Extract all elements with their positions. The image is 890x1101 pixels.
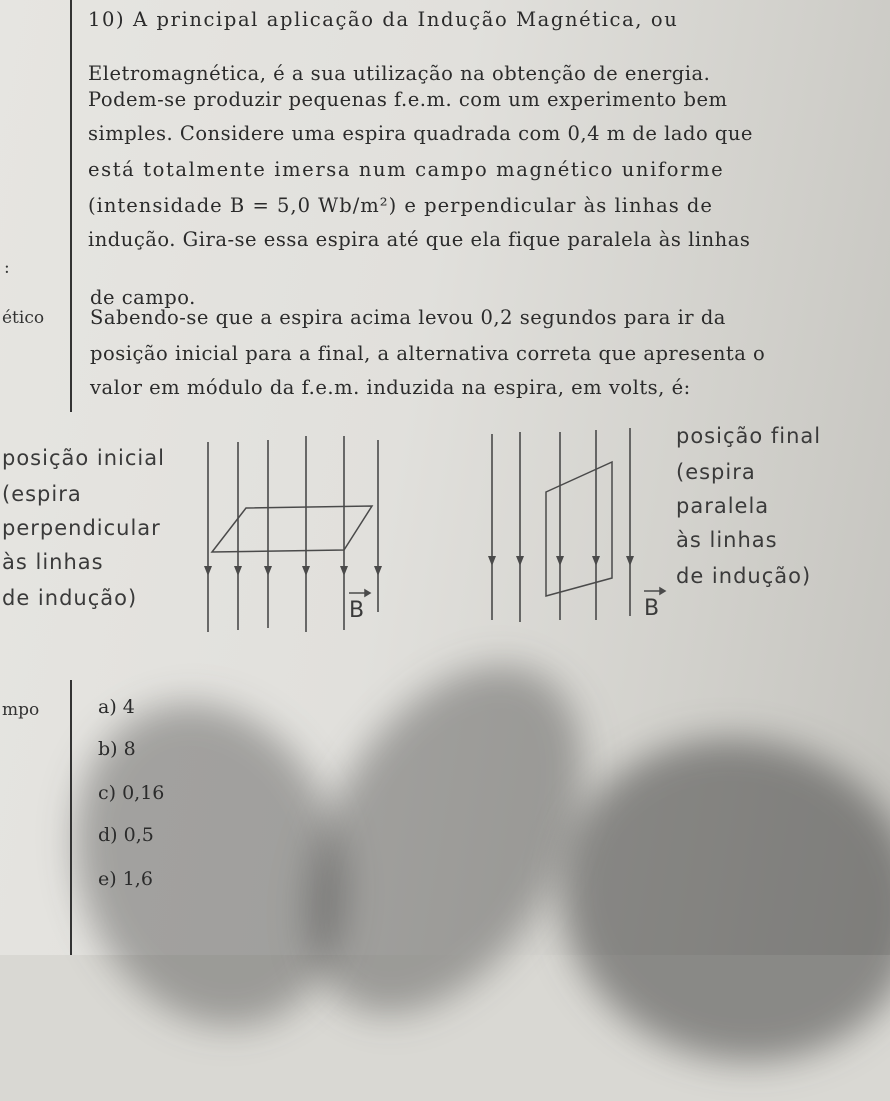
option-d[interactable]: d) 0,5 <box>98 824 154 846</box>
vector-arrow-head <box>365 590 370 596</box>
option-a[interactable]: a) 4 <box>98 696 135 718</box>
label-line: posição inicial <box>2 446 165 470</box>
question-line: simples. Considere uma espira quadrada com 0,4 m de lado que <box>88 122 753 145</box>
option-b[interactable]: b) 8 <box>98 738 136 760</box>
field-symbol-left: B <box>349 598 366 623</box>
question-line: posição inicial para a final, a alternativa correta que apresenta o <box>90 342 766 365</box>
label-line: às linhas <box>2 550 104 574</box>
question-line: está totalmente imersa num campo magnético uniforme <box>88 158 725 181</box>
label-line: perpendicular <box>2 516 161 540</box>
question-line: Eletromagnética, é a sua utilização na obtenção de energia. <box>88 62 711 85</box>
question-line: (intensidade B = 5,0 Wb/m²) e perpendicular às linhas de <box>88 194 713 217</box>
question-line: de campo. <box>90 286 196 309</box>
label-line: posição final <box>676 424 822 448</box>
option-e[interactable]: e) 1,6 <box>98 868 153 890</box>
margin-etico: ético <box>2 308 45 328</box>
vector-arrow-head <box>660 588 665 594</box>
field-symbol-right: B <box>644 596 661 621</box>
question-line: valor em módulo da f.e.m. induzida na espira, em volts, é: <box>90 376 691 399</box>
label-line: paralela <box>676 494 770 518</box>
question-line: Sabendo-se que a espira acima levou 0,2 segundos para ir da <box>90 306 726 329</box>
margin-mpo: mpo <box>2 700 40 720</box>
label-line: de indução) <box>676 564 812 588</box>
question-line: indução. Gira-se essa espira até que ela fique paralela às linhas <box>88 228 751 251</box>
option-c[interactable]: c) 0,16 <box>98 782 165 804</box>
initial-loop <box>212 506 372 552</box>
final-loop <box>546 462 612 596</box>
label-line: (espira <box>2 482 82 506</box>
label-line: de indução) <box>2 586 138 610</box>
question-line: Podem-se produzir pequenas f.e.m. com um experimento bem <box>88 88 728 111</box>
label-line: (espira <box>676 460 756 484</box>
label-line: às linhas <box>676 528 778 552</box>
question-line: 10) A principal aplicação da Indução Magnética, ou <box>88 8 679 31</box>
margin-colon: : <box>4 258 10 278</box>
